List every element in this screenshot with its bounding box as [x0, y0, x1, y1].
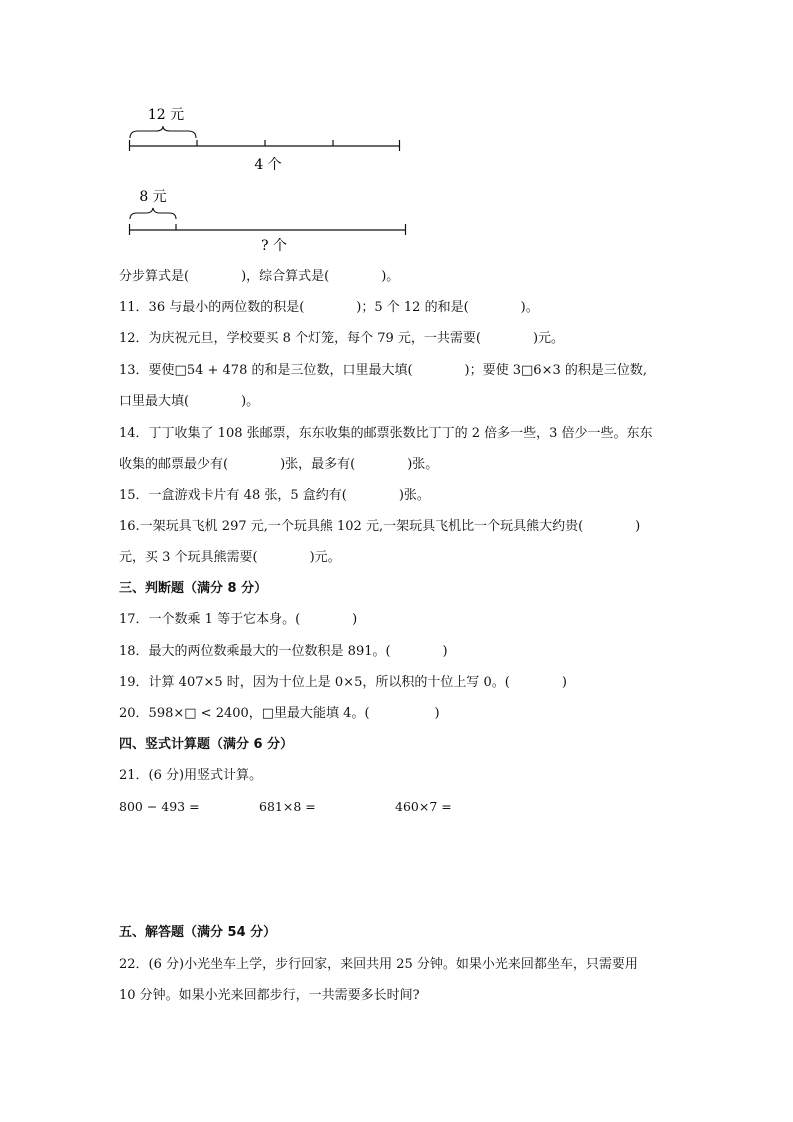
line-step-formula: 分步算式是( )，综合算式是( )。	[119, 269, 400, 284]
question-16: 16.一架玩具飞机 297 元,一个玩具熊 102 元,一架玩具飞机比一个玩具熊大约贵( )	[119, 519, 641, 534]
question-16-cont: 元，买 3 个玩具熊需要( )元。	[119, 550, 341, 565]
amount-label-12: 12 元	[147, 107, 185, 123]
question-14-cont: 收集的邮票最少有( )张，最多有( )张。	[119, 457, 439, 472]
question-18: 18．最大的两位数乘最大的一位数积是 891。( )	[119, 644, 448, 659]
diagram-1	[129, 107, 400, 173]
amount-label-8: 8 元	[139, 189, 167, 205]
question-22: 22．(6 分)小光坐车上学，步行回家，来回共用 25 分钟。如果小光来回都坐车，只需要用	[119, 957, 638, 972]
calc-3: 460×7 =	[395, 799, 452, 814]
question-13-cont: 口里最大填( )。	[119, 394, 260, 409]
count-label-unknown: ? 个	[261, 238, 287, 254]
question-12: 12．为庆祝元旦，学校要买 8 个灯笼，每个 79 元，一共需要( )元。	[119, 331, 565, 346]
brace-12-yuan	[130, 126, 196, 138]
question-11: 11．36 与最小的两位数的积是( )；5 个 12 的和是( )。	[119, 300, 539, 315]
question-21: 21．(6 分)用竖式计算。	[119, 768, 263, 783]
segment-diagrams	[0, 0, 793, 270]
calc-1: 800 − 493 =	[119, 799, 200, 814]
question-13: 13．要使□54 + 478 的和是三位数，口里最大填( )；要使 3□6×3 的积是三位数,	[119, 363, 647, 378]
section-heading-judgment: 三、判断题（满分 8 分）	[119, 581, 268, 596]
section-heading-vertical-calc: 四、竖式计算题（满分 6 分）	[119, 737, 294, 752]
diagram-2	[129, 189, 406, 254]
question-20: 20．598×□ < 2400，□里最大能填 4。( )	[119, 706, 440, 721]
count-label-4: 4 个	[254, 157, 282, 173]
calc-2: 681×8 =	[259, 799, 316, 814]
question-15: 15．一盒游戏卡片有 48 张，5 盒约有( )张。	[119, 488, 430, 503]
question-22-cont: 10 分钟。如果小光来回都步行，一共需要多长时间?	[119, 988, 420, 1003]
question-14: 14．丁丁收集了 108 张邮票，东东收集的邮票张数比丁丁的 2 倍多一些，3 倍少一些。东东	[119, 426, 653, 441]
brace-8-yuan	[130, 208, 176, 219]
question-17: 17．一个数乘 1 等于它本身。( )	[119, 612, 358, 627]
segment-diagram-svg	[0, 0, 793, 270]
section-heading-solutions: 五、解答题（满分 54 分）	[119, 925, 277, 940]
question-19: 19．计算 407×5 时，因为十位上是 0×5，所以积的十位上写 0。( )	[119, 675, 567, 690]
